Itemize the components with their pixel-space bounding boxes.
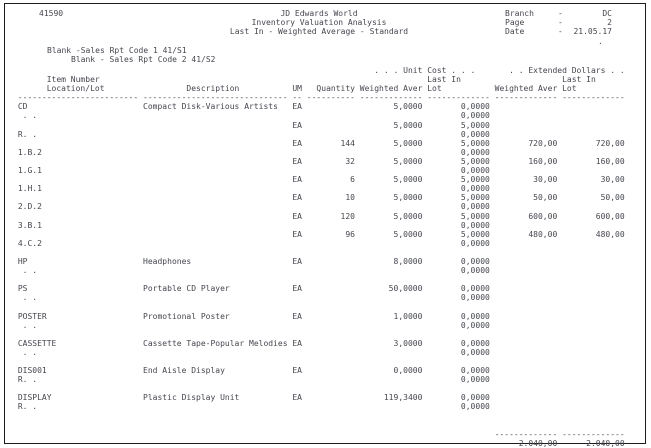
header-separator: ------------------------- ------------------------------ -- ---------- ------------- ------------- ------------- ------------- xyxy=(13,93,625,103)
location-lot-row: 2.D.2 0,0000 xyxy=(13,202,490,212)
location-lot-row: . . 0,0000 xyxy=(13,266,490,276)
blank-line xyxy=(13,357,639,366)
item-row: POSTER Promotional Poster EA 1,0000 0,0000 xyxy=(13,311,490,321)
quantity-detail-row: EA 6 5,0000 5,0000 30,00 30,00 xyxy=(13,175,625,185)
branch-value: DC xyxy=(602,9,612,18)
report-subtitle: Last In - Weighted Average - Standard xyxy=(229,27,409,36)
blank-line xyxy=(13,248,639,257)
item-row: PS Portable CD Player EA 50,0000 0,0000 xyxy=(13,284,490,294)
location-lot-row: R. . 0,0000 xyxy=(13,402,490,412)
company-name: JD Edwards World xyxy=(280,9,358,18)
blank-line xyxy=(13,384,639,393)
quantity-detail-row: EA 120 5,0000 5,0000 600,00 600,00 xyxy=(13,211,625,221)
location-lot-row: 1.G.1 0,0000 xyxy=(13,166,490,176)
item-row: CASSETTE Cassette Tape-Popular Melodies EA 3,0000 0,0000 xyxy=(13,338,490,348)
quantity-detail-row: EA 5,0000 5,0000 xyxy=(13,120,490,130)
program-id: 41590 xyxy=(39,9,64,18)
location-lot-row: R. . 0,0000 xyxy=(13,129,490,139)
location-lot-row: . . 0,0000 xyxy=(13,111,490,121)
location-lot-row: 1.H.1 0,0000 xyxy=(13,184,490,194)
item-row: CD Compact Disk-Various Artists EA 5,0000 0,0000 xyxy=(13,102,490,112)
report-page-border xyxy=(4,3,646,448)
report-title: Inventory Valuation Analysis xyxy=(251,18,387,27)
blank-line xyxy=(13,421,639,430)
location-lot-row: 1.B.2 0,0000 xyxy=(13,147,490,157)
quantity-detail-row: EA 32 5,0000 5,0000 160,00 160,00 xyxy=(13,156,625,166)
blank-line xyxy=(13,275,639,284)
page-label: Page xyxy=(505,18,525,27)
inventory-valuation-report xyxy=(13,6,639,448)
location-lot-row: R. . 0,0000 xyxy=(13,375,490,385)
date-value: 21.05.17 xyxy=(573,27,612,36)
location-lot-row: . . 0,0000 xyxy=(13,293,490,303)
branch-separator: - xyxy=(558,9,563,18)
page-number: 2 xyxy=(607,18,612,27)
blank-line xyxy=(13,302,639,311)
quantity-detail-row: EA 96 5,0000 5,0000 480,00 480,00 xyxy=(13,229,625,239)
location-lot-row: 3.B.1 0,0000 xyxy=(13,220,490,230)
date-label: Date xyxy=(505,27,525,36)
branch-label: Branch xyxy=(505,9,534,18)
location-lot-row: . . 0,0000 xyxy=(13,320,490,330)
column-group-header: . . . Unit Cost . . . . . Extended Dollars . . xyxy=(13,66,625,75)
page-separator: - xyxy=(558,18,563,27)
filter-sales-rpt-code-1: Blank -Sales Rpt Code 1 41/S1 xyxy=(47,46,187,55)
item-row: DISPLAY Plastic Display Unit EA 119,3400 0,0000 xyxy=(13,393,490,403)
location-lot-row: . . 0,0000 xyxy=(13,347,490,357)
column-header-line1: Item Number Last In Last In xyxy=(13,75,596,85)
date-separator: - xyxy=(558,27,563,36)
item-row: HP Headphones EA 8,0000 0,0000 xyxy=(13,256,490,266)
totals-row: 2.040,00 2.040,00 xyxy=(13,438,625,448)
filter-sales-rpt-code-2: Blank - Sales Rpt Code 2 41/S2 xyxy=(71,55,216,64)
blank-line xyxy=(13,412,639,421)
stray-period-mark: . xyxy=(598,37,603,46)
totals-separator: ------------- ------------- xyxy=(13,429,625,439)
quantity-detail-row: EA 144 5,0000 5,0000 720,00 720,00 xyxy=(13,138,625,148)
location-lot-row: 4.C.2 0,0000 xyxy=(13,238,490,248)
quantity-detail-row: EA 10 5,0000 5,0000 50,00 50,00 xyxy=(13,193,625,203)
blank-line xyxy=(13,330,639,339)
item-row: DIS001 End Aisle Display EA 0,0000 0,0000 xyxy=(13,366,490,376)
report-table xyxy=(13,66,639,448)
column-header-line2: Location/Lot Description UM Quantity Weighted Aver Lot Weighted Aver Lot xyxy=(13,84,577,94)
